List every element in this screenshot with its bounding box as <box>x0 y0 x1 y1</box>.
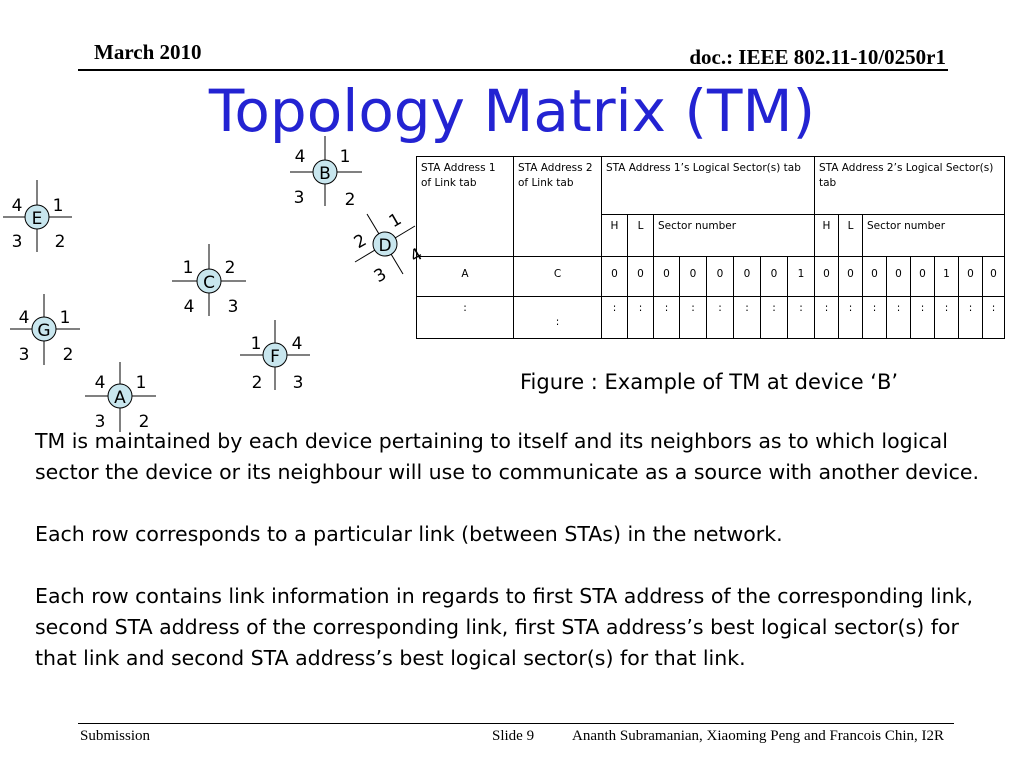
bit-cell: 0 <box>863 257 887 297</box>
bit-cell: : <box>707 297 734 339</box>
header-h-1: H <box>602 215 628 257</box>
bit-cell: 0 <box>887 257 911 297</box>
node-b <box>290 136 362 210</box>
header-sector-number-1: Sector number <box>654 215 815 257</box>
node-e-sector-3: 3 <box>11 232 23 252</box>
node-e-sector-2: 2 <box>54 232 66 252</box>
bit-cell: 0 <box>815 257 839 297</box>
bit-cell: 0 <box>680 257 707 297</box>
node-a-sector-1: 1 <box>135 373 147 393</box>
node-c-label: C <box>203 273 215 293</box>
node-c <box>172 244 246 317</box>
body-paragraph-2: Each row corresponds to a particular link (between STAs) in the network. <box>35 522 783 546</box>
node-b-label: B <box>319 164 331 184</box>
bit-cell: 0 <box>959 257 983 297</box>
node-f-sector-4: 4 <box>291 334 303 354</box>
node-c-sector-4: 4 <box>183 297 195 317</box>
bit-cell: : <box>911 297 935 339</box>
node-d-label: D <box>378 236 392 256</box>
header-doc-id: doc.: IEEE 802.11-10/0250r1 <box>689 45 946 69</box>
bit-cell: : <box>761 297 788 339</box>
node-f-sector-3: 3 <box>292 373 304 393</box>
node-f-label: F <box>270 347 280 367</box>
bit-cell: : <box>628 297 654 339</box>
bit-cell: : <box>680 297 707 339</box>
node-a-sector-2: 2 <box>138 412 150 432</box>
footer-authors: Ananth Subramanian, Xiaoming Peng and Francois Chin, I2R <box>572 728 945 744</box>
topology-matrix-table <box>416 156 1005 339</box>
node-c-sector-2: 2 <box>224 258 236 278</box>
header-date: March 2010 <box>94 40 202 64</box>
footer-divider <box>78 723 954 724</box>
node-b-sector-4: 4 <box>294 147 306 167</box>
node-a <box>85 362 156 432</box>
bit-cell: : <box>959 297 983 339</box>
bit-cell: : <box>654 297 680 339</box>
node-c-sector-3: 3 <box>227 297 239 317</box>
bit-cell: 0 <box>734 257 761 297</box>
bit-cell: 0 <box>761 257 788 297</box>
node-g-sector-1: 1 <box>59 308 71 328</box>
bit-cell: 0 <box>983 257 1005 297</box>
node-e <box>3 180 72 252</box>
header-l-1: L <box>628 215 654 257</box>
header-sta-address-1: STA Address 1 of Link tab <box>417 157 514 257</box>
node-d <box>351 209 426 287</box>
bit-cell: 0 <box>654 257 680 297</box>
bit-cell: : <box>788 297 815 339</box>
bit-cell: 0 <box>911 257 935 297</box>
header-sta2-sectors: STA Address 2’s Logical Sector(s) tab <box>815 157 1005 215</box>
row-sta2: C <box>514 257 602 297</box>
network-topology-diagram <box>0 140 427 440</box>
node-g <box>10 294 80 365</box>
bit-cell: 0 <box>602 257 628 297</box>
bit-cell: : <box>983 297 1005 339</box>
node-g-sector-3: 3 <box>18 345 30 365</box>
footer-slide-number: Slide 9 <box>492 728 535 744</box>
header-sector-number-2: Sector number <box>863 215 1005 257</box>
bit-cell: 0 <box>707 257 734 297</box>
row-sta1: A <box>417 257 514 297</box>
node-b-sector-2: 2 <box>344 190 356 210</box>
node-f-sector-1: 1 <box>250 334 262 354</box>
footer-submission: Submission <box>80 728 151 744</box>
bit-cell: 0 <box>628 257 654 297</box>
node-d-sector-1: 1 <box>385 209 406 233</box>
bit-cell: : <box>863 297 887 339</box>
node-a-sector-3: 3 <box>94 412 106 432</box>
header-h-2: H <box>815 215 839 257</box>
bit-cell: 0 <box>839 257 863 297</box>
table-row <box>417 257 1005 297</box>
node-d-sector-2: 2 <box>350 230 371 254</box>
header-sta-address-2: STA Address 2 of Link tab <box>514 157 602 257</box>
node-d-sector-3: 3 <box>370 264 391 288</box>
bit-cell: : <box>602 297 628 339</box>
node-e-sector-4: 4 <box>11 196 23 216</box>
header-l-2: L <box>839 215 863 257</box>
node-a-sector-4: 4 <box>94 373 106 393</box>
slide-title: Topology Matrix (TM) <box>208 77 816 145</box>
node-g-sector-4: 4 <box>18 308 30 328</box>
node-e-label: E <box>31 209 43 229</box>
node-c-sector-1: 1 <box>182 258 194 278</box>
bit-cell: 1 <box>788 257 815 297</box>
bit-cell: : <box>935 297 959 339</box>
node-g-label: G <box>37 321 51 341</box>
node-a-label: A <box>114 388 126 408</box>
header-divider <box>78 69 948 71</box>
bit-cell: : <box>887 297 911 339</box>
body-paragraph-3: Each row contains link information in regards to first STA address of the corresponding link, second STA address of the corresponding link, first STA address’s best logical sector(s) for that link and second STA address’s best logical sector(s) for that link. <box>35 584 973 670</box>
node-b-sector-1: 1 <box>339 147 351 167</box>
node-g-sector-2: 2 <box>62 345 74 365</box>
table-row <box>417 297 1005 339</box>
node-e-sector-1: 1 <box>52 196 64 216</box>
bit-cell: 1 <box>935 257 959 297</box>
bit-cell: : <box>734 297 761 339</box>
body-paragraph-1: TM is maintained by each device pertaining to itself and its neighbors as to which logical sector the device or its neighbour will use to communicate as a source with another device. <box>35 429 979 484</box>
node-f <box>240 320 310 393</box>
bit-cell: : <box>839 297 863 339</box>
row-sta2: : <box>514 297 602 339</box>
figure-caption: Figure : Example of TM at device ‘B’ <box>520 370 899 394</box>
node-f-sector-2: 2 <box>251 373 263 393</box>
bit-cell: : <box>815 297 839 339</box>
header-sta1-sectors: STA Address 1’s Logical Sector(s) tab <box>602 157 815 215</box>
node-d-sector-4: 4 <box>406 244 427 268</box>
row-sta1: : <box>417 297 514 339</box>
body-text <box>35 426 985 705</box>
node-b-sector-3: 3 <box>293 188 305 208</box>
